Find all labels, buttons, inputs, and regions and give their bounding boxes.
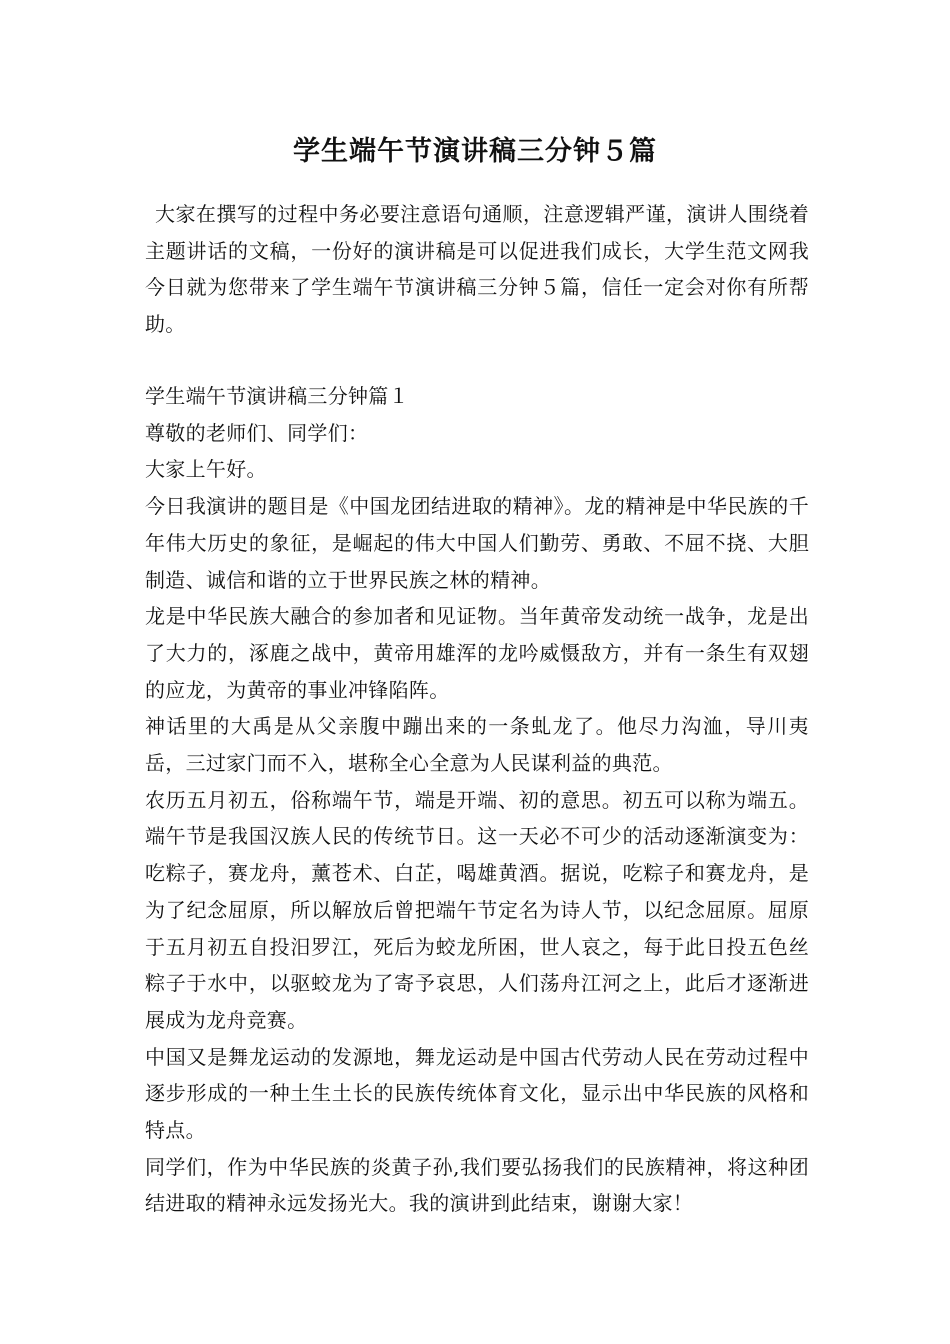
document-title: 学生端午节演讲稿三分钟５篇 xyxy=(293,136,657,167)
section-heading: 学生端午节演讲稿三分钟篇１ xyxy=(145,384,409,408)
speech-paragraph: 龙是中华民族大融合的参加者和见证物。当年黄帝发动统一战争，龙是出了大力的，涿鹿之战中，黄帝用雄浑的龙吟威慑敌方，并有一条生有双翅的应龙，为黄帝的事业冲锋陷阵。 xyxy=(145,604,809,702)
speech-section xyxy=(145,378,809,1222)
speech-paragraph: 农历五月初五，俗称端午节，端是开端、初的意思。初五可以称为端五。端午节是我国汉族人民的传统节日。这一天必不可少的活动逐渐演变为：吃粽子，赛龙舟，薰苍术、白芷，喝雄黄酒。据说，吃粽子和赛龙舟，是为了纪念屈原，所以解放后曾把端午节定名为诗人节，以纪念屈原。屈原于五月初五自投汨罗江，死后为蛟龙所困，世人哀之，每于此日投五色丝粽子于水中，以驱蛟龙为了寄予哀思，人们荡舟江河之上，此后才逐渐进展成为龙舟竞赛。 xyxy=(145,787,809,1032)
speech-paragraph: 同学们，作为中华民族的炎黄子孙,我们要弘扬我们的民族精神，将这种团结进取的精神永远发扬光大。我的演讲到此结束，谢谢大家！ xyxy=(145,1154,809,1216)
intro-paragraph: 大家在撰写的过程中务必要注意语句通顺，注意逻辑严谨，演讲人围绕着主题讲话的文稿，一份好的演讲稿是可以促进我们成长，大学生范文网我今日就为您带来了学生端午节演讲稿三分钟５篇，信任一定会对你有所帮助。 xyxy=(145,202,809,337)
speech-paragraph: 尊敬的老师们、同学们： xyxy=(145,420,369,445)
speech-paragraph: 大家上午好。 xyxy=(145,457,267,482)
speech-paragraph: 今日我演讲的题目是《中国龙团结进取的精神》。龙的精神是中华民族的千年伟大历史的象征，是崛起的伟大中国人们勤劳、勇敢、不屈不挠、大胆制造、诚信和谐的立于世界民族之林的精神。 xyxy=(145,494,809,592)
speech-paragraph: 中国又是舞龙运动的发源地，舞龙运动是中国古代劳动人民在劳动过程中逐步形成的一种土生土长的民族传统体育文化，显示出中华民族的风格和特点。 xyxy=(145,1044,809,1143)
speech-paragraph: 神话里的大禹是从父亲腹中蹦出来的一条虬龙了。他尽力沟洫，导川夷岳，三过家门而不入，堪称全心全意为人民谋利益的典范。 xyxy=(145,714,809,776)
